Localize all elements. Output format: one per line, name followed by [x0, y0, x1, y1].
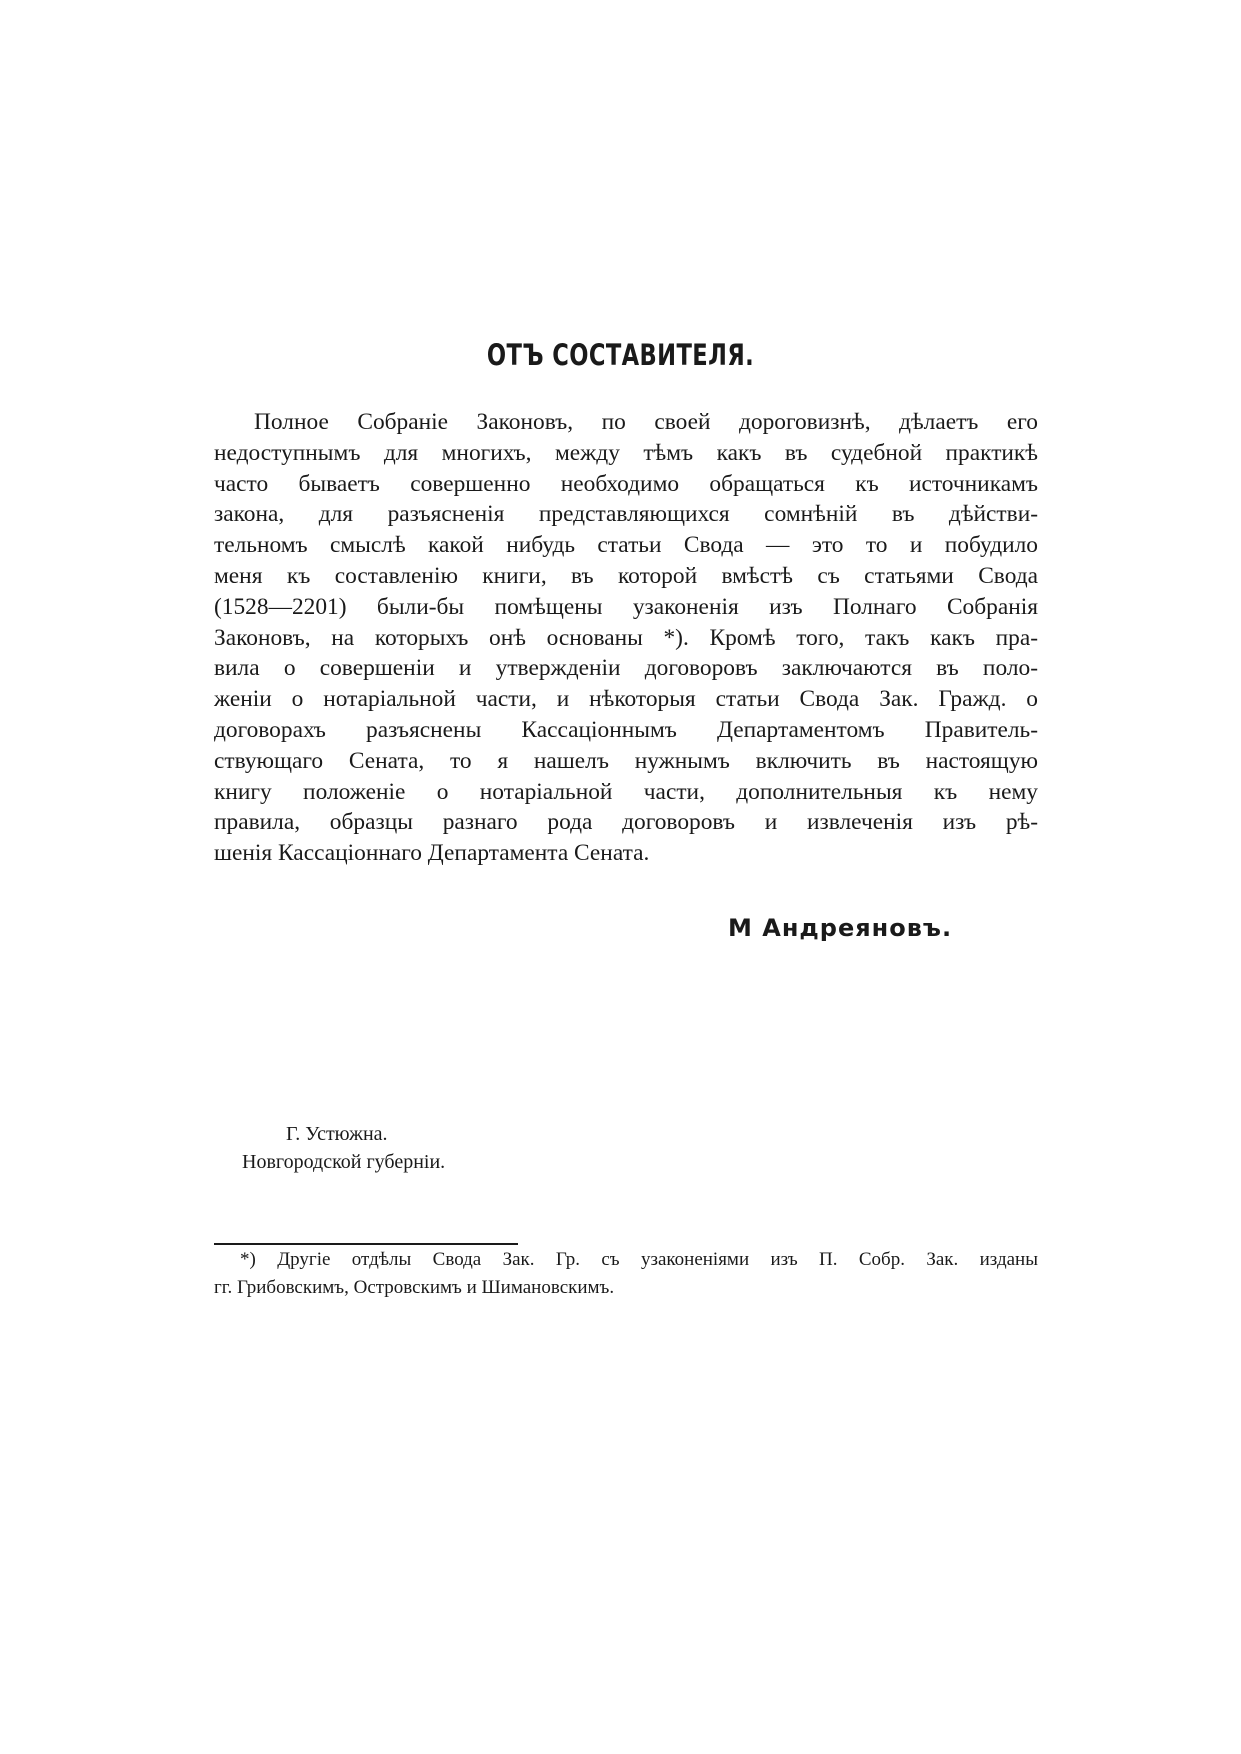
paragraph-line: ствующаго Сената, то я нашелъ нужнымъ включить въ настоящую	[214, 747, 1038, 774]
city-line: Г. Устюжна.	[286, 1123, 388, 1145]
paragraph-line: женіи о нотаріальной части, и нѣкоторыя статьи Свода Зак. Гражд. о	[214, 686, 1038, 713]
footnote	[214, 1246, 1038, 1302]
paragraph-line: (1528—2201) были-бы помѣщены узаконенія изъ Полнаго Собранія	[214, 593, 1038, 620]
footnote-divider	[214, 1243, 518, 1245]
footnote-line: гг. Грибовскимъ, Островскимъ и Шимановскимъ.	[214, 1277, 615, 1298]
paragraph-line: закона, для разъясненія представляющихся сомнѣній въ дѣйстви-	[214, 501, 1038, 528]
paragraph-line: Полное Собраніе Законовъ, по своей дороговизнѣ, дѣлаетъ его	[254, 409, 1038, 435]
paragraph-line: правила, образцы разнаго рода договоровъ и извлеченія изъ рѣ-	[214, 809, 1038, 836]
paragraph-line: договорахъ разъяснены Кассаціоннымъ Департаментомъ Правитель-	[214, 716, 1038, 743]
paragraph-line: недоступнымъ для многихъ, между тѣмъ какъ въ судебной практикѣ	[214, 439, 1038, 466]
author-signature: М Андреяновъ.	[728, 914, 953, 942]
paragraph-line: Законовъ, на которыхъ онѣ основаны *). Кромѣ того, такъ какъ пра-	[214, 624, 1038, 651]
paragraph-line: меня къ составленію книги, въ которой вмѣстѣ съ статьями Свода	[214, 562, 1038, 589]
paragraph-line: тельномъ смыслѣ какой нибудь статьи Свода — это то и побудило	[214, 532, 1038, 559]
paragraph-line: книгу положеніе о нотаріальной части, дополнительныя къ нему	[214, 778, 1038, 805]
place-of-writing	[242, 1120, 445, 1176]
paragraph-line: вила о совершеніи и утвержденіи договоровъ заключаются въ поло-	[214, 655, 1038, 682]
paragraph-line: часто бываетъ совершенно необходимо обращаться къ источникамъ	[214, 470, 1038, 497]
footnote-line: *) Другіе отдѣлы Свода Зак. Гр. съ узаконеніями изъ П. Собр. Зак. изданы	[240, 1249, 1038, 1270]
province-line: Новгородской губерніи.	[242, 1151, 446, 1173]
paragraph-line: шенія Кассаціоннаго Департамента Сената.	[214, 840, 650, 867]
preface-paragraph	[214, 407, 1038, 869]
page-title: ОТЪ СОСТАВИТЕЛЯ.	[486, 338, 755, 372]
